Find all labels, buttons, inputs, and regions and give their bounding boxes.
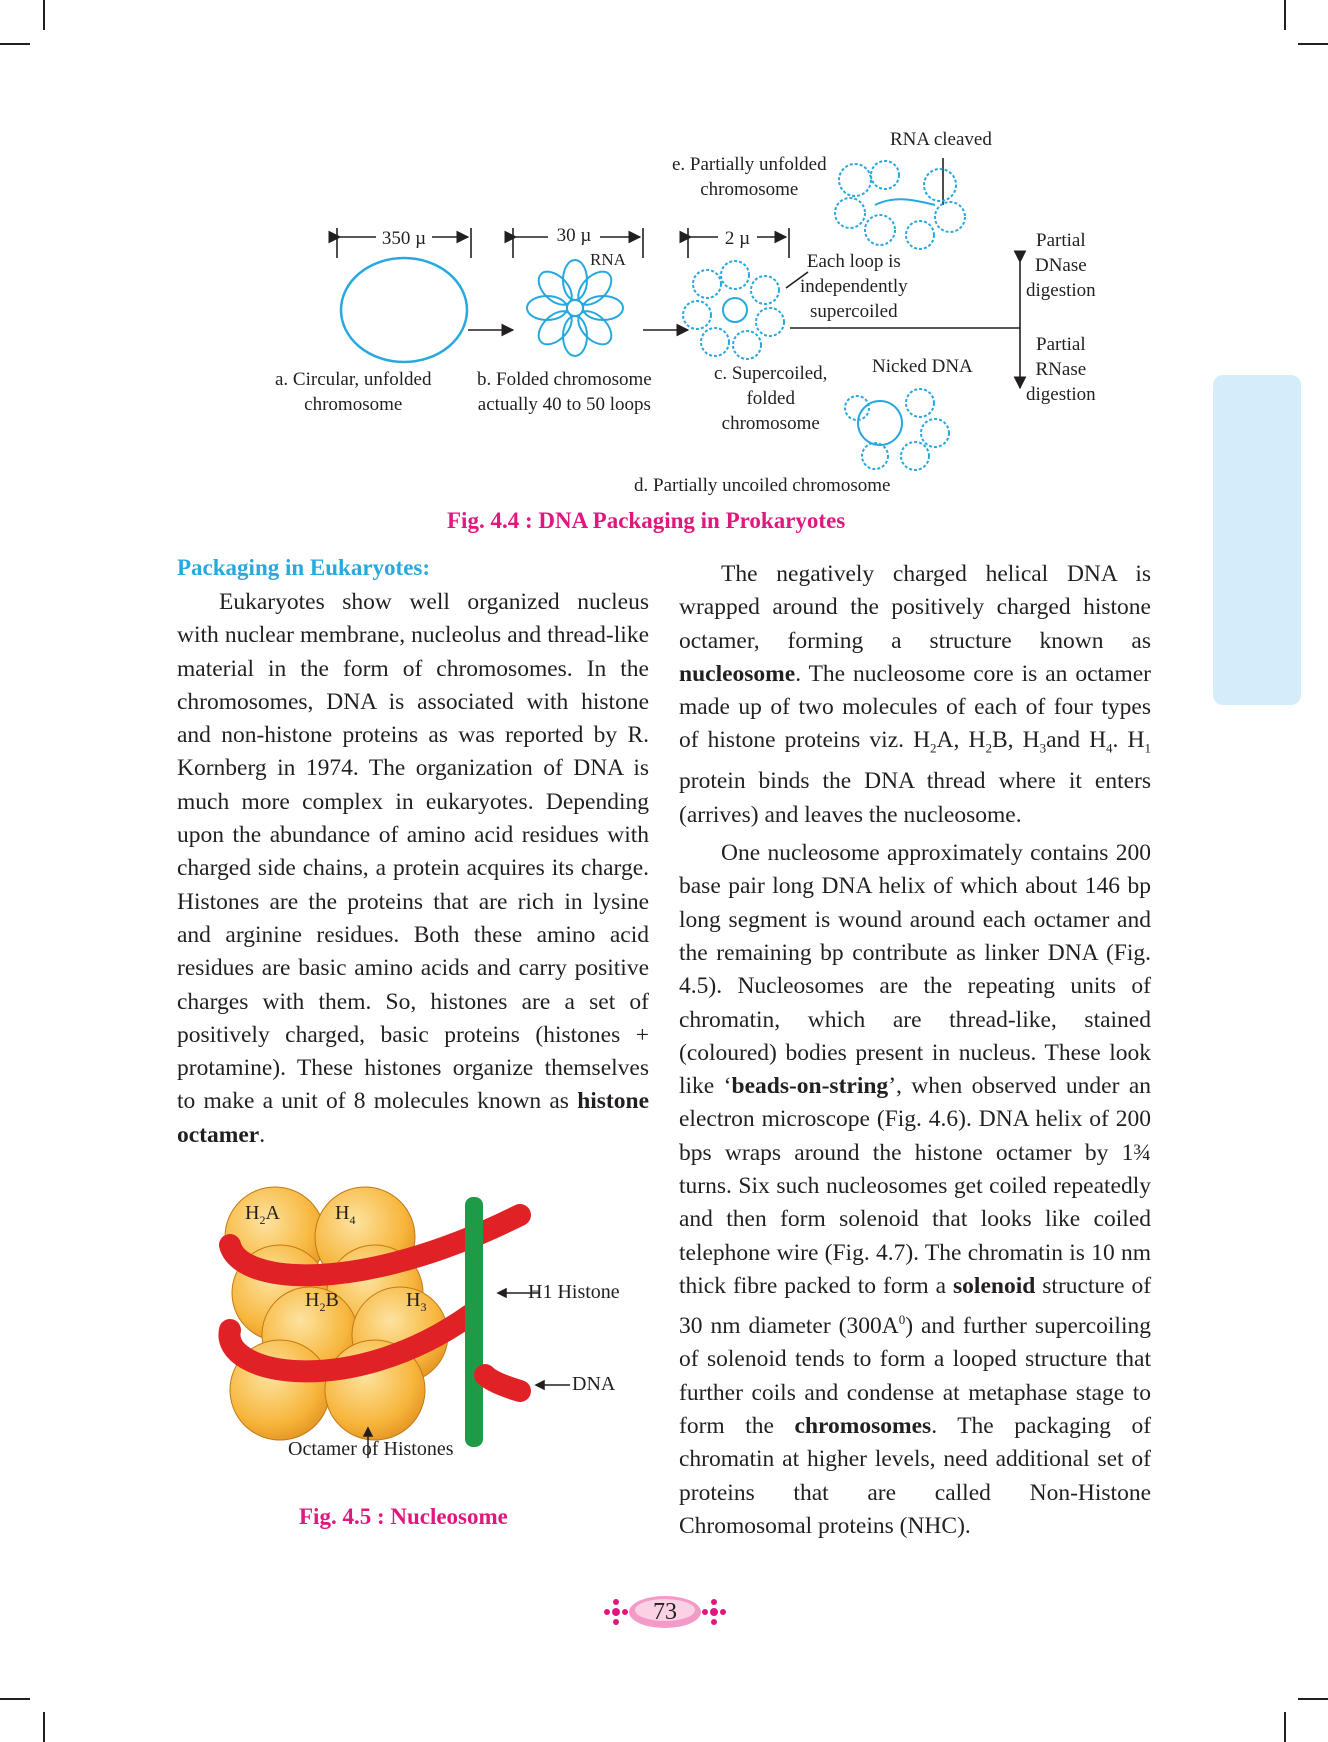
label-octamer-of-histones: Octamer of Histones	[288, 1438, 454, 1460]
label-b-folded-chromosome: b. Folded chromosome actually 40 to 50 loops	[477, 369, 652, 415]
label-30-micron: 30 µ	[556, 225, 592, 246]
page-number-text: 73	[653, 1599, 677, 1625]
label-h2b: $H_2B$	[305, 1289, 339, 1314]
paragraph: The negatively charged helical DNA is wrapped around the positively charged histone octamer, forming a structure known as nucleosome. The nucleosome core is an octamer made up of two molecules of each of four types of histone proteins viz. $H_2A$, $H_2B$, $H_3and$ $H_4$. $H_1$ protein binds the DNA thread where it enters (arrives) and leaves the nucleosome.	[679, 561, 1151, 828]
label-rna: RNA	[590, 250, 626, 269]
right-column-text	[679, 558, 1151, 1543]
section-heading: Packaging in Eukaryotes:	[177, 555, 431, 580]
left-column-text	[177, 586, 649, 1152]
label-h1-histone: H1 Histone	[528, 1281, 620, 1303]
label-h2a: $H_2A$	[245, 1202, 280, 1227]
figure-dna-packaging-prokaryotes	[0, 0, 1328, 540]
label-rna-cleaved: RNA cleaved	[890, 129, 992, 150]
label-h3: $H_3$	[406, 1289, 427, 1314]
label-2-micron: 2 µ	[724, 228, 751, 249]
label-partial-dnase-digestion: Partial DNase digestion	[1026, 230, 1096, 301]
crop-mark	[1284, 1712, 1286, 1742]
label-partial-rnase-digestion: Partial RNase digestion	[1026, 334, 1096, 405]
page-number	[600, 1592, 730, 1632]
label-dna: DNA	[572, 1373, 616, 1395]
label-each-loop-supercoiled: Each loop is independently supercoiled	[800, 251, 908, 322]
label-h4: $H_4$	[335, 1202, 356, 1227]
crop-mark	[0, 1698, 30, 1700]
figure-nucleosome	[200, 1175, 620, 1475]
label-e-partially-unfolded: e. Partially unfolded chromosome	[672, 154, 827, 200]
crop-mark	[43, 1712, 45, 1742]
crop-mark	[1298, 1698, 1328, 1700]
figure-caption: Fig. 4.4 : DNA Packaging in Prokaryotes	[447, 508, 846, 533]
figure-caption: Fig. 4.5 : Nucleosome	[299, 1504, 508, 1529]
label-nicked-dna: Nicked DNA	[872, 356, 973, 377]
label-c-supercoiled: c. Supercoiled, folded chromosome	[714, 363, 828, 434]
paragraph: One nucleosome approximately contains 200 base pair long DNA helix of which about 146 bp long segment is wound around each octamer and the remaining bp contribute as linker DNA (Fig. 4.5). Nucleosomes are the repeating units of chromatin, which are thread-like, stained (coloured) bodies present in nucleus. These look like ‘beads-on-string’, when observed under an electron microscope (Fig. 4.6). DNA helix of 200 bps wraps around the histone octamer by 1¾ turns. Six such nucleosomes get coiled repeatedly and then form solenoid that looks like coiled telephone wire (Fig. 4.7). The chromatin is 10 nm thick fibre packed to form a solenoid structure of 30 nm diameter $(300A^0)$ and further supercoiling of solenoid tends to form a looped structure that further coils and condense at metaphase stage to form the chromosomes. The packaging of chromatin at higher levels, need additional set of proteins that are called Non-Histone Chromosomal proteins (NHC).	[679, 840, 1152, 1539]
label-d-partially-uncoiled: d. Partially uncoiled chromosome	[634, 475, 891, 496]
figure-diagram	[0, 0, 1328, 540]
label-a-circular-unfolded: a. Circular, unfolded chromosome	[275, 369, 432, 415]
label-350-micron: 350 µ	[381, 228, 427, 249]
paragraph: Eukaryotes show well organized nucleus with nuclear membrane, nucleolus and thread-like material in the form of chromosomes. In the chromosomes, DNA is associated with histone and non-histone proteins as was reported by R. Kornberg in 1974. The organization of DNA is much more complex in eukaryotes. Depending upon the abundance of amino acid residues with charged side chains, a protein acquires its charge. Histones are the proteins that are rich in lysine and arginine residues. Both these amino acid residues are basic amino acids and carry positive charges with them. So, histones are a set of positively charged, basic proteins (histones + protamine). These histones organize themselves to make a unit of 8 molecules known as histone octamer.	[177, 589, 650, 1148]
